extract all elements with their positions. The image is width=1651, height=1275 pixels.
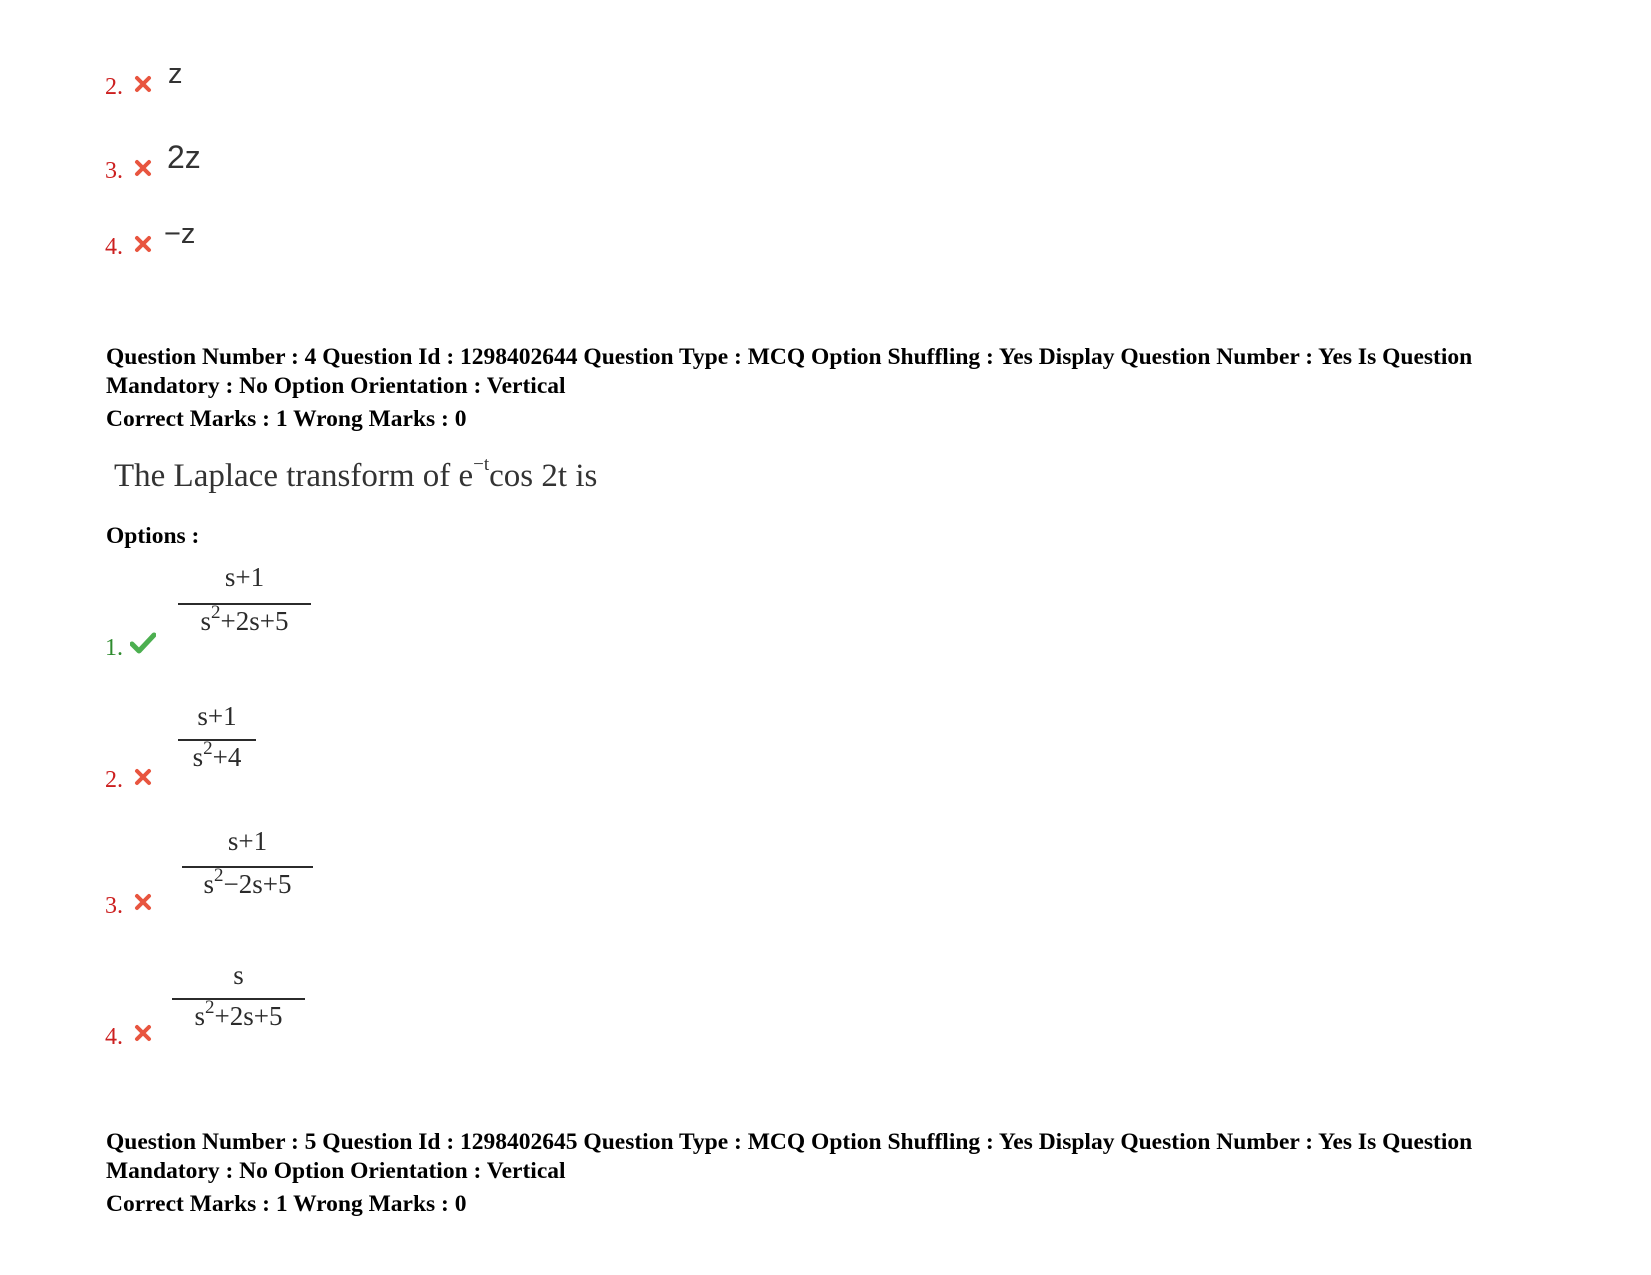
question-meta: Question Number : 5 Question Id : 1298402645 Question Type : MCQ Option Shuffling : Yes Display Question Number : Yes Is Question Mandatory : No Option Orientation : Vertical [106,1129,1473,1184]
question-stem: The Laplace transform of $e^{-t}\cos$ 2t is [114,454,598,494]
option-fraction [178,562,311,642]
fraction-bar [178,739,256,741]
option-text: 2z [167,139,201,175]
option-number: 2. [105,74,123,100]
wrong-cross-icon [134,235,152,253]
question-marks: Correct Marks : 1 Wrong Marks : 0 [106,1191,467,1217]
wrong-cross-icon [134,1024,152,1042]
numerator: s [233,960,244,990]
denominator: $s^2+2s+5$ [200,602,289,636]
denominator: $s^2-2s+5$ [203,865,292,899]
option-fraction [172,960,305,1040]
options-label: Options : [106,523,200,549]
denominator: $s^2+2s+5$ [194,997,283,1031]
fraction-bar [178,603,311,605]
wrong-cross-icon [134,768,152,786]
numerator: s+1 [197,701,237,731]
option-number: 3. [105,893,123,919]
option-text: z [168,58,183,90]
wrong-cross-icon [134,75,152,93]
option-number: 3. [105,158,123,184]
option-text: −z [164,218,196,250]
option-fraction [178,701,256,781]
option-number: 4. [105,234,123,260]
option-number: 2. [105,767,123,793]
option-number: 1. [105,635,123,661]
denominator: $s^2+4$ [192,738,242,772]
numerator: s+1 [224,562,265,592]
question-marks: Correct Marks : 1 Wrong Marks : 0 [106,406,467,432]
fraction-bar [182,866,313,868]
option-number: 4. [105,1024,123,1050]
numerator: s+1 [227,826,268,856]
wrong-cross-icon [134,159,152,177]
wrong-cross-icon [134,893,152,911]
fraction-bar [172,998,305,1000]
correct-check-icon [130,632,156,654]
question-meta: Question Number : 4 Question Id : 1298402644 Question Type : MCQ Option Shuffling : Yes Display Question Number : Yes Is Question Mandatory : No Option Orientation : Vertical [106,344,1473,399]
option-fraction [182,826,313,906]
